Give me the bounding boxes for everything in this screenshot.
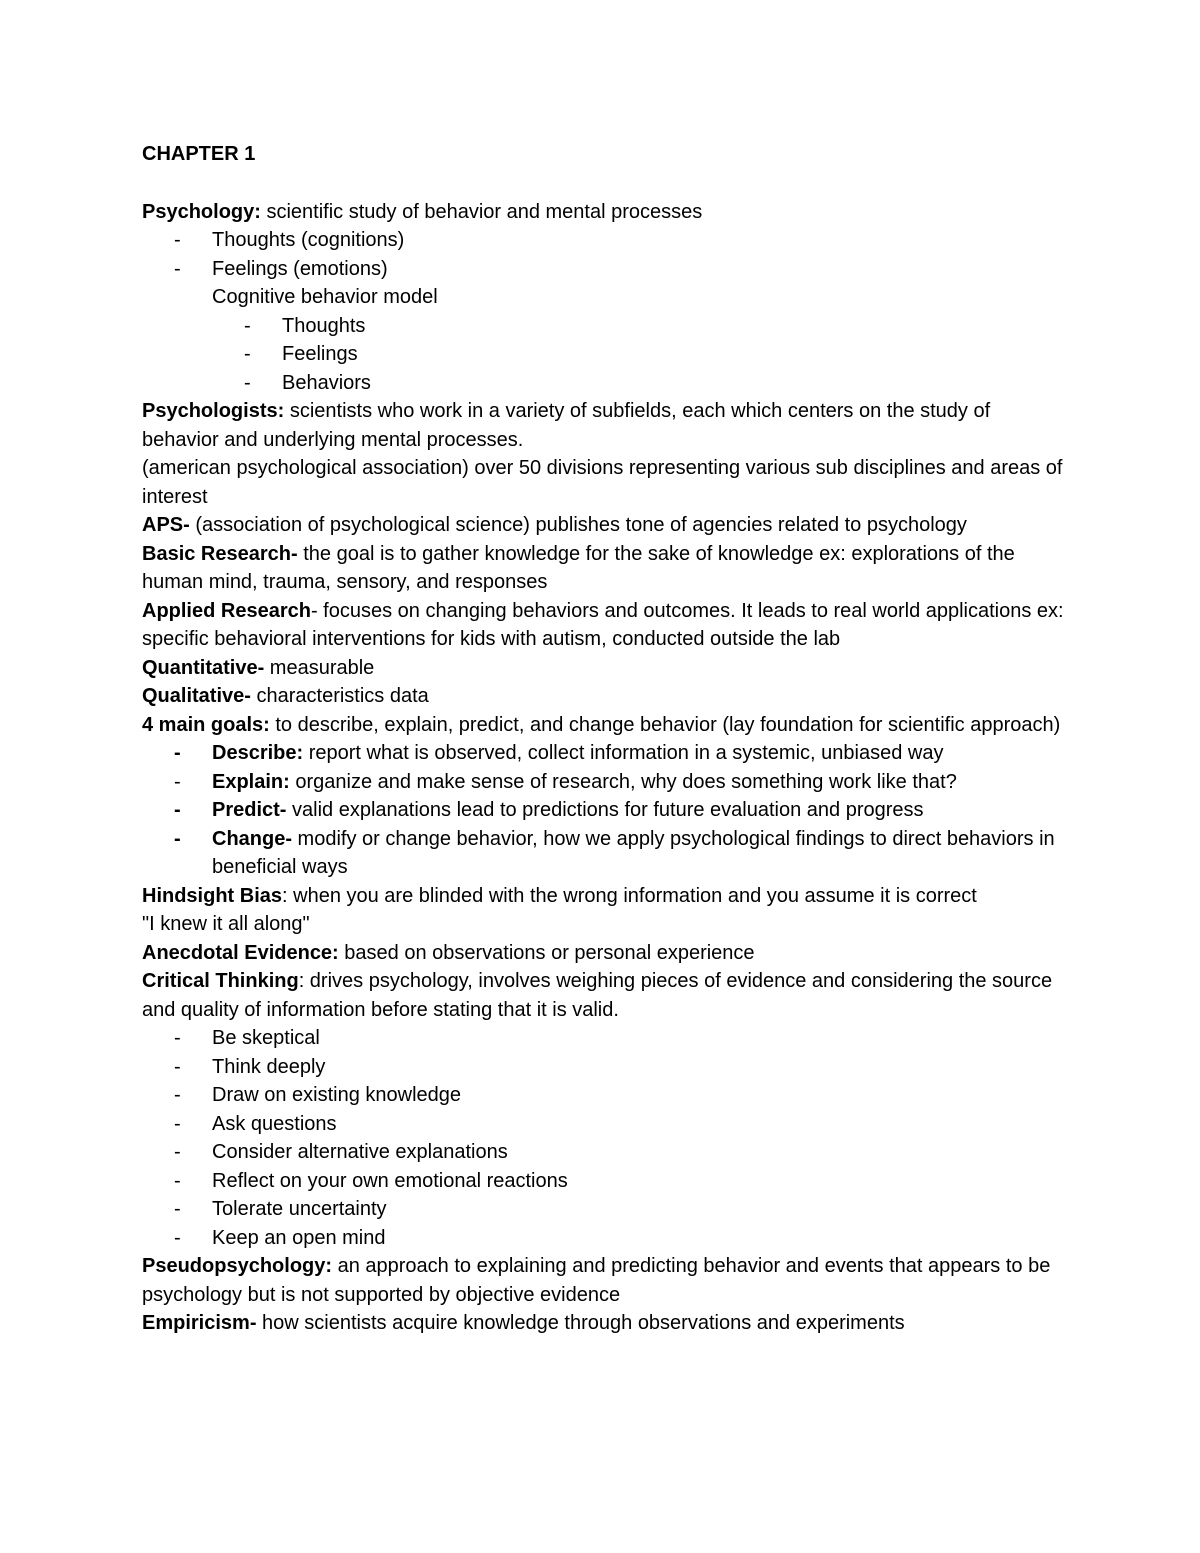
list-item-text: Think deeply bbox=[212, 1055, 326, 1078]
goal-term: Describe: bbox=[212, 742, 304, 764]
list-item bbox=[142, 739, 1072, 768]
dash-bullet: - bbox=[174, 1226, 181, 1249]
term-critical-thinking: Critical Thinking bbox=[142, 970, 299, 992]
goal-term: Explain: bbox=[212, 770, 290, 793]
list-item bbox=[142, 1195, 1072, 1224]
definition-text: : drives psychology, involves weighing pieces of evidence and considering the source and quality of information before stating that it is valid. bbox=[142, 970, 1053, 1021]
list-item bbox=[142, 796, 1072, 825]
term-qualitative: Qualitative- bbox=[142, 685, 251, 707]
term-pseudopsychology: Pseudopsychology: bbox=[142, 1255, 333, 1277]
goal-text: modify or change behavior, how we apply psychological findings to direct behaviors in beneficial ways bbox=[212, 827, 1055, 878]
list-item bbox=[142, 1024, 1072, 1053]
chapter-title: CHAPTER 1 bbox=[142, 143, 256, 165]
list-item-text: Thoughts (cognitions) bbox=[212, 229, 405, 251]
list-item-text: Tolerate uncertainty bbox=[212, 1198, 387, 1220]
goal-text: report what is observed, collect information in a systemic, unbiased way bbox=[303, 742, 944, 764]
term-goals: 4 main goals: bbox=[142, 713, 270, 736]
list-item bbox=[142, 226, 1072, 255]
apa-note: (american psychological association) over 50 divisions representing various sub disciplines and areas of interest bbox=[142, 457, 1063, 508]
definition-text: to describe, explain, predict, and change behavior (lay foundation for scientific approach) bbox=[269, 713, 1061, 736]
goals-definition bbox=[142, 711, 1072, 740]
list-item-text: Feelings bbox=[282, 343, 358, 365]
anecdotal-definition bbox=[142, 939, 1072, 968]
hindsight-quote: "I knew it all along" bbox=[142, 913, 310, 935]
empiricism-definition bbox=[142, 1309, 1072, 1338]
dash-bullet: - bbox=[174, 1141, 181, 1163]
dash-bullet: - bbox=[174, 827, 181, 850]
term-anecdotal-evidence: Anecdotal Evidence: bbox=[142, 941, 339, 964]
cognitive-model-label: Cognitive behavior model bbox=[212, 286, 438, 308]
dash-bullet: - bbox=[244, 371, 251, 394]
aps-definition bbox=[142, 511, 1072, 540]
goal-text: organize and make sense of research, why does something work like that? bbox=[289, 770, 957, 793]
definition-text: characteristics data bbox=[250, 685, 429, 707]
list-item bbox=[142, 369, 1072, 398]
list-item bbox=[142, 768, 1072, 797]
list-item bbox=[142, 1138, 1072, 1167]
list-item-text: Consider alternative explanations bbox=[212, 1141, 508, 1163]
list-item-text: Reflect on your own emotional reactions bbox=[212, 1169, 568, 1192]
basic-research-definition bbox=[142, 540, 1072, 597]
definition-text: measurable bbox=[264, 656, 375, 679]
applied-research-definition bbox=[142, 597, 1072, 654]
list-item bbox=[142, 1167, 1072, 1196]
definition-text: scientists who work in a variety of subfields, each which centers on the study of behavior and underlying mental processes. bbox=[142, 400, 991, 451]
psychology-definition bbox=[142, 198, 1072, 227]
quantitative-definition bbox=[142, 654, 1072, 683]
dash-bullet: - bbox=[174, 1169, 181, 1192]
dash-bullet: - bbox=[174, 799, 181, 821]
list-item bbox=[142, 1081, 1072, 1110]
definition-text: how scientists acquire knowledge through observations and experiments bbox=[256, 1312, 905, 1334]
list-item bbox=[142, 312, 1072, 341]
goal-term: Change- bbox=[212, 827, 292, 850]
list-item bbox=[142, 255, 1072, 284]
dash-bullet: - bbox=[174, 742, 181, 764]
definition-text: : when you are blinded with the wrong information and you assume it is correct bbox=[282, 884, 977, 907]
document-body bbox=[142, 140, 1072, 1338]
dash-bullet: - bbox=[174, 1198, 181, 1220]
definition-text: the goal is to gather knowledge for the sake of knowledge ex: explorations of the human mind, trauma, sensory, and responses bbox=[142, 542, 1015, 593]
goal-term: Predict- bbox=[212, 799, 287, 821]
hindsight-definition bbox=[142, 882, 1072, 911]
dash-bullet: - bbox=[174, 229, 181, 251]
list-item-text: Keep an open mind bbox=[212, 1226, 386, 1249]
dash-bullet: - bbox=[174, 257, 181, 280]
definition-text: an approach to explaining and predicting behavior and events that appears to be psychology but is not supported by objective evidence bbox=[142, 1255, 1051, 1306]
list-item bbox=[142, 1110, 1072, 1139]
term-aps: APS- bbox=[142, 514, 190, 536]
list-item bbox=[142, 1224, 1072, 1253]
term-applied-research: Applied Research bbox=[142, 599, 311, 622]
list-item-text: Ask questions bbox=[212, 1112, 337, 1135]
list-item-text: Be skeptical bbox=[212, 1027, 320, 1049]
term-psychologists: Psychologists: bbox=[142, 400, 285, 422]
critical-thinking-definition bbox=[142, 967, 1072, 1024]
dash-bullet: - bbox=[174, 1084, 181, 1106]
term-psychology: Psychology: bbox=[142, 200, 261, 223]
definition-text: (association of psychological science) publishes tone of agencies related to psychology bbox=[189, 514, 967, 536]
dash-bullet: - bbox=[174, 1112, 181, 1135]
dash-bullet: - bbox=[174, 1027, 181, 1049]
definition-text: - focuses on changing behaviors and outcomes. It leads to real world applications ex: specific behavioral interventions for kids with autism, conducted outside the lab bbox=[142, 599, 1064, 650]
list-item-text: Thoughts bbox=[282, 314, 366, 337]
dash-bullet: - bbox=[174, 770, 181, 793]
term-basic-research: Basic Research- bbox=[142, 542, 298, 565]
dash-bullet: - bbox=[174, 1055, 181, 1078]
goal-text: valid explanations lead to predictions for future evaluation and progress bbox=[286, 799, 924, 821]
psychologists-definition bbox=[142, 397, 1072, 454]
list-item bbox=[142, 825, 1072, 882]
dash-bullet: - bbox=[244, 343, 251, 365]
list-item-text: Feelings (emotions) bbox=[212, 257, 388, 280]
pseudopsychology-definition bbox=[142, 1252, 1072, 1309]
term-hindsight-bias: Hindsight Bias bbox=[142, 884, 283, 907]
list-item-text: Behaviors bbox=[282, 371, 371, 394]
dash-bullet: - bbox=[244, 314, 251, 337]
definition-psychology: scientific study of behavior and mental processes bbox=[260, 200, 703, 223]
list-item-text: Draw on existing knowledge bbox=[212, 1084, 462, 1106]
term-quantitative: Quantitative- bbox=[142, 656, 265, 679]
qualitative-definition bbox=[142, 682, 1072, 711]
term-empiricism: Empiricism- bbox=[142, 1312, 257, 1334]
list-item bbox=[142, 1053, 1072, 1082]
definition-text: based on observations or personal experience bbox=[338, 941, 755, 964]
list-item bbox=[142, 340, 1072, 369]
